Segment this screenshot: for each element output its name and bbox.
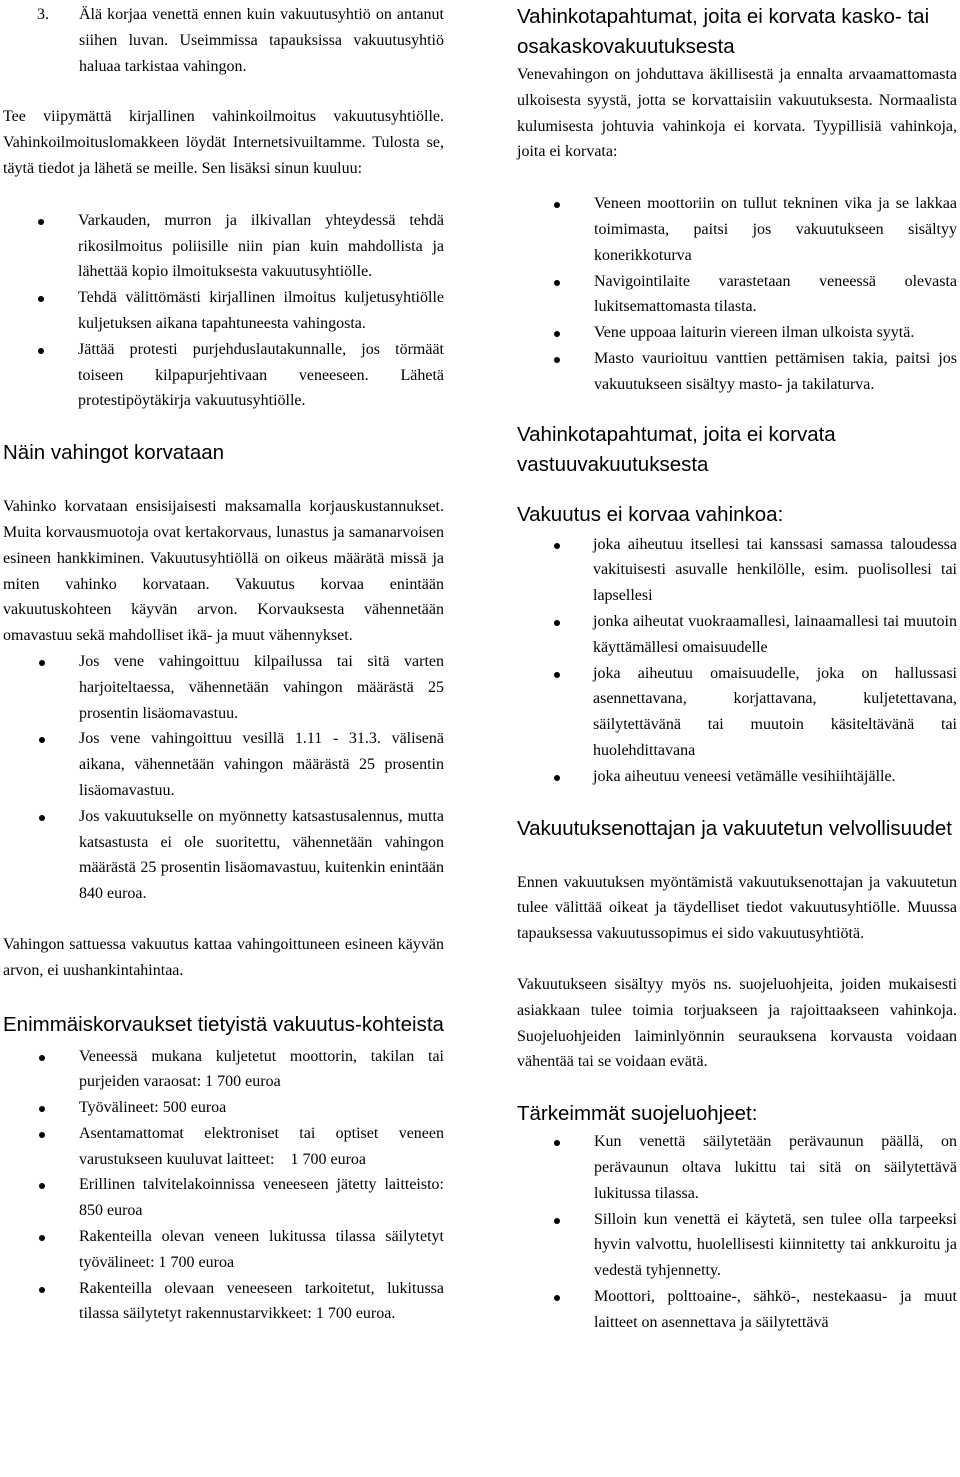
list-item: Rakenteilla olevaan veneeseen tarkoitetut, lukitussa tilassa säilytetyt rakennustarvikkeet: 1 700 euroa.	[3, 1276, 444, 1328]
max-compensation-heading: Enimmäiskorvaukset tietyistä vakuutus-kohteista	[3, 1012, 444, 1036]
list-item: Jos vene vahingoittuu kilpailussa tai sitä varten harjoiteltaessa, vähennetään vahingon määrästä 25 prosentin lisäomavastuu.	[3, 649, 444, 726]
bullet-icon	[554, 202, 560, 208]
liability-subheading: Vakuutus ei korvaa vahinkoa:	[517, 502, 784, 526]
list-item: Jos vene vahingoittuu vesillä 1.11 - 31.3. välisenä aikana, vähennetään vahingon määrästä 25 prosentin lisäomavastuu.	[3, 726, 444, 803]
list-item: Varkauden, murron ja ilkivallan yhteydessä tehdä rikosilmoitus poliisille niin pian kuin mahdollista ja lähettää kopio ilmoituksesta vakuutusyhtiölle.	[3, 208, 444, 285]
safety-heading: Tärkeimmät suojeluohjeet:	[517, 1102, 758, 1126]
list-item: Silloin kun venettä ei käytetä, sen tulee olla tarpeeksi hyvin valvottu, huolellisesti kiinnitetty tai ankkuroitu ja vedestä tyhjennetty.	[517, 1207, 957, 1284]
bullet-icon	[554, 620, 560, 626]
kasko-text: Venevahingon on johduttava äkillisestä ja ennalta arvaamattomasta ulkoisesta syystä, jotta se korvattaisiin vakuutuksesta. Normaalista kulumisesta johtuvia vahinkoja ei korvata. Tyypillisiä vahinkoja, joita ei korvata:	[517, 66, 957, 161]
bullet-icon	[39, 1106, 45, 1112]
list-item: Veneen moottoriin on tullut tekninen vika ja se lakkaa toimimasta, paitsi jos vakuutukseen sisältyy konerikkoturva	[517, 191, 957, 268]
list-item: Asentamattomat elektroniset tai optiset veneen varustukseen kuuluvat laitteet: 1 700 euroa	[3, 1121, 444, 1173]
liability-list	[517, 532, 957, 790]
total-loss-text: Vahingon sattuessa vakuutus kattaa vahingoittuneen esineen käyvän arvon, ei uushankintahintaa.	[3, 935, 444, 979]
report-instructions: Tee viipymättä kirjallinen vahinkoilmoitus vakuutusyhtiölle. Vahinkoilmoituslomakkeen löydät Internetsivuiltamme. Tulosta se, täytä tiedot ja lähetä se meille. Sen lisäksi sinun kuuluu:	[3, 108, 444, 177]
list-item: joka aiheutuu omaisuudelle, joka on hallussasi asennettavana, korjattavana, kuljetettavana, säilytettävänä tai muutoin käsiteltävänä tai huolehdittavana	[517, 661, 957, 764]
list-item: jonka aiheutat vuokraamallesi, lainaamallesi tai muutoin käyttämällesi omaisuudelle	[517, 609, 957, 661]
list-item: joka aiheutuu veneesi vetämälle vesihiihtäjälle.	[517, 764, 957, 790]
list-item: Navigointilaite varastetaan veneessä olevasta lukitsemattomasta tilasta.	[517, 269, 957, 321]
list-item: Masto vaurioituu vanttien pettämisen takia, paitsi jos vakuutukseen sisältyy masto- ja takilaturva.	[517, 346, 957, 398]
deductibles-list	[3, 649, 444, 907]
duties-list	[3, 208, 444, 414]
safety-list	[517, 1129, 957, 1335]
protection-text: Vakuutukseen sisältyy myös ns. suojeluohjeita, joiden mukaisesti asiakkaan tulee toimia torjuakseen ja rajoittaakseen vahinkoja. Suojeluohjeiden laiminlyönnin seurauksena korvausta voidaan vähentää tai se voidaan evätä.	[517, 975, 957, 1071]
bullet-icon	[39, 1235, 45, 1241]
steps-list	[3, 2, 444, 79]
list-item: Jättää protesti purjehduslautakunnalle, jos törmäät toiseen kilpapurjehtivaan veneeseen. Lähetä protestipöytäkirja vakuutusyhtiölle.	[3, 337, 444, 414]
bullet-icon	[554, 672, 560, 678]
list-item: Tehdä välittömästi kirjallinen ilmoitus kuljetusyhtiölle kuljetuksen aikana tapahtuneesta vahingosta.	[3, 285, 444, 337]
bullet-icon	[39, 660, 45, 666]
bullet-icon	[554, 280, 560, 286]
list-item: Kun venettä säilytetään perävaunun päällä, on perävaunun oltava lukittu tai sitä on säilytettävä lukitussa tilassa.	[517, 1129, 957, 1206]
compensation-text: Vahinko korvataan ensisijaisesti maksamalla korjauskustannukset. Muita korvausmuotoja ovat kertakorvaus, lunastus ja samanarvoisen esineen hankkiminen. Vakuutusyhtiöllä on oikeus määrätä missä ja miten vahinko korvataan. Vakuutus korvaa enintään vakuutuskohteen käyvän arvon. Korvauksesta vähennetään omavastuu sekä mahdolliset ikä- ja muut vähennykset.	[3, 498, 444, 645]
step-item-3	[3, 2, 444, 79]
bullet-icon	[38, 219, 44, 225]
bullet-icon	[39, 737, 45, 743]
obligations-heading: Vakuutuksenottajan ja vakuutetun velvollisuudet	[517, 816, 952, 840]
max-compensation-list	[3, 1044, 448, 1328]
list-item: Työvälineet: 500 euroa	[3, 1095, 444, 1121]
bullet-icon	[39, 1055, 45, 1061]
bullet-icon	[39, 1132, 45, 1138]
step-text: Älä korjaa venettä ennen kuin vakuutusyhtiö on antanut siihen luvan. Useimmissa tapauksissa vakuutusyhtiö haluaa tarkistaa vahingon.	[79, 6, 444, 75]
bullet-icon	[554, 331, 560, 337]
bullet-icon	[554, 543, 560, 549]
bullet-icon	[554, 357, 560, 363]
bullet-icon	[39, 1287, 45, 1293]
obligations-text: Ennen vakuutuksen myöntämistä vakuutuksenottajan ja vakuutetun tulee välittää oikeat ja täydelliset tiedot vakuutusyhtiölle. Muussa tapauksessa vakuutussopimus ei sido vakuutusyhtiötä.	[517, 873, 957, 943]
step-number: 3.	[37, 6, 49, 23]
bullet-icon	[38, 296, 44, 302]
list-item: Jos vakuutukselle on myönnetty katsastusalennus, mutta katsastusta ei ole suoritettu, vähennetään vahingon määrästä 25 prosentin lisäomavastuu, kuitenkin enintään 840 euroa.	[3, 804, 444, 907]
list-item: Erillinen talvitelakoinnissa veneeseen jätetty laitteisto: 850 euroa	[3, 1172, 444, 1224]
kasko-list	[517, 191, 957, 397]
list-item: Vene uppoaa laiturin viereen ilman ulkoista syytä.	[517, 320, 957, 346]
bullet-icon	[554, 775, 560, 781]
bullet-icon	[39, 815, 45, 821]
liability-heading: Vahinkotapahtumat, joita ei korvata vastuuvakuutuksesta	[517, 422, 836, 476]
list-item: joka aiheutuu itsellesi tai kanssasi samassa taloudessa vakituisesti asuvalle henkilölle, esim. puolisollesi tai lapsellesi	[517, 532, 957, 609]
compensation-heading: Näin vahingot korvataan	[3, 441, 225, 465]
bullet-icon	[39, 1183, 45, 1189]
bullet-icon	[554, 1218, 560, 1224]
bullet-icon	[554, 1295, 560, 1301]
right-column	[517, 0, 957, 1335]
left-column	[3, 0, 448, 1327]
kasko-heading: Vahinkotapahtumat, joita ei korvata kasko- tai osakaskovakuutuksesta	[517, 5, 930, 58]
list-item: Rakenteilla olevan veneen lukitussa tilassa säilytetyt työvälineet: 1 700 euroa	[3, 1224, 444, 1276]
list-item: Veneessä mukana kuljetetut moottorin, takilan tai purjeiden varaosat: 1 700 euroa	[3, 1044, 444, 1096]
bullet-icon	[554, 1140, 560, 1146]
list-item: Moottori, polttoaine-, sähkö-, nestekaasu- ja muut laitteet on asennettava ja säilytettävä	[517, 1284, 957, 1336]
bullet-icon	[38, 348, 44, 354]
